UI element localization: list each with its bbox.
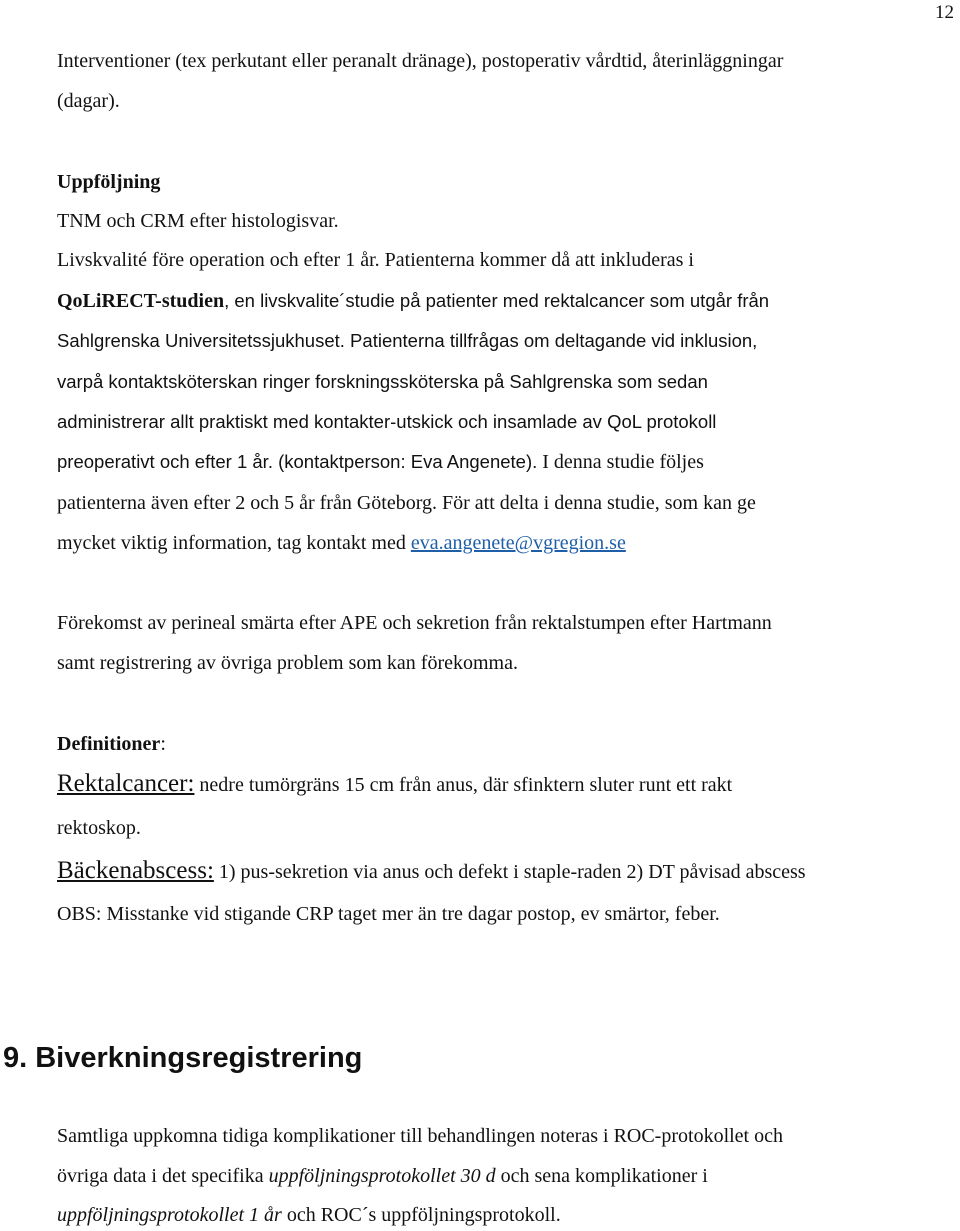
followup-heading: Uppföljning xyxy=(57,171,161,193)
qol-line-6-rest: I denna studie följes xyxy=(537,451,704,473)
section-9-heading: 9. Biverkningsregistrering xyxy=(3,1042,363,1074)
qol-line-3-rest: Patienterna tillfrågas om deltagande vid inklusion, xyxy=(344,330,758,351)
rektalcancer-definition: nedre tumörgräns 15 cm från anus, där sfinktern sluter runt ett rakt xyxy=(194,774,733,796)
hospital-name: Sahlgrenska Universitetssjukhuset. xyxy=(57,330,345,351)
contact-email-link[interactable]: eva.angenete@vgregion.se xyxy=(410,532,626,554)
interventions-line-1: Interventioner (tex perkutant eller peranalt dränage), postoperativ vårdtid, återinläggningar xyxy=(57,50,784,72)
definitions-heading-text: Definitioner xyxy=(57,733,161,755)
qol-line-6-contact: preoperativt och efter 1 år. (kontaktperson: Eva Angenete). xyxy=(57,451,538,472)
interventions-line-2: (dagar). xyxy=(57,90,120,112)
followup-qol-line-3 xyxy=(57,327,757,355)
followup-qol-line-6 xyxy=(57,448,704,476)
followup-qol-line-1: Livskvalité före operation och efter 1 år. Patienterna kommer då att inkluderas i xyxy=(57,249,694,271)
definition-obs: OBS: Misstanke vid stigande CRP taget mer än tre dagar postop, ev smärtor, feber. xyxy=(57,903,720,925)
section-9-line-3 xyxy=(57,1201,561,1229)
definition-backenabscess xyxy=(57,857,806,886)
backenabscess-term: Bäckenabscess: xyxy=(57,857,214,884)
rektalcancer-term: Rektalcancer: xyxy=(57,770,195,797)
section-9-line-2-a: övriga data i det specifika xyxy=(57,1165,269,1187)
qol-line-2-rest: , en livskvalite´studie på patienter med rektalcancer som utgår från xyxy=(224,290,770,311)
page-number: 12 xyxy=(935,2,954,23)
perineal-line-2: samt registrering av övriga problem som kan förekomma. xyxy=(57,652,518,674)
followup-qol-line-8 xyxy=(57,529,626,557)
followup-tnm: TNM och CRM efter histologisvar. xyxy=(57,210,339,232)
followup-qol-line-4: varpå kontaktsköterskan ringer forskningssköterska på Sahlgrenska som sedan xyxy=(57,371,708,392)
qol-line-8-text: mycket viktig information, tag kontakt med xyxy=(57,532,411,554)
section-9-line-1: Samtliga uppkomna tidiga komplikationer till behandlingen noteras i ROC-protokollet och xyxy=(57,1125,783,1147)
followup-qol-line-2 xyxy=(57,287,769,315)
followup-protocol-1yr: uppföljningsprotokollet 1 år xyxy=(57,1204,282,1226)
backenabscess-definition: 1) pus-sekretion via anus och defekt i staple-raden 2) DT påvisad abscess xyxy=(213,861,806,883)
followup-protocol-30d: uppföljningsprotokollet 30 d xyxy=(268,1165,496,1187)
definition-rektalcancer-cont: rektoskop. xyxy=(57,817,141,839)
perineal-line-1: Förekomst av perineal smärta efter APE och sekretion från rektalstumpen efter Hartmann xyxy=(57,612,772,634)
section-9-line-3-rest: och ROC´s uppföljningsprotokoll. xyxy=(281,1204,561,1226)
definition-rektalcancer xyxy=(57,770,732,799)
section-9-line-2-b: och sena komplikationer i xyxy=(495,1165,708,1187)
followup-qol-line-5: administrerar allt praktiskt med kontakter-utskick och insamlade av QoL protokoll xyxy=(57,411,717,432)
qolirect-study-name: QoLiRECT-studien xyxy=(57,290,225,312)
definitions-heading-colon: : xyxy=(160,733,166,755)
definitions-heading xyxy=(57,730,166,758)
followup-qol-line-7: patienterna även efter 2 och 5 år från Göteborg. För att delta i denna studie, som kan ge xyxy=(57,492,756,514)
section-9-line-2 xyxy=(57,1162,708,1190)
